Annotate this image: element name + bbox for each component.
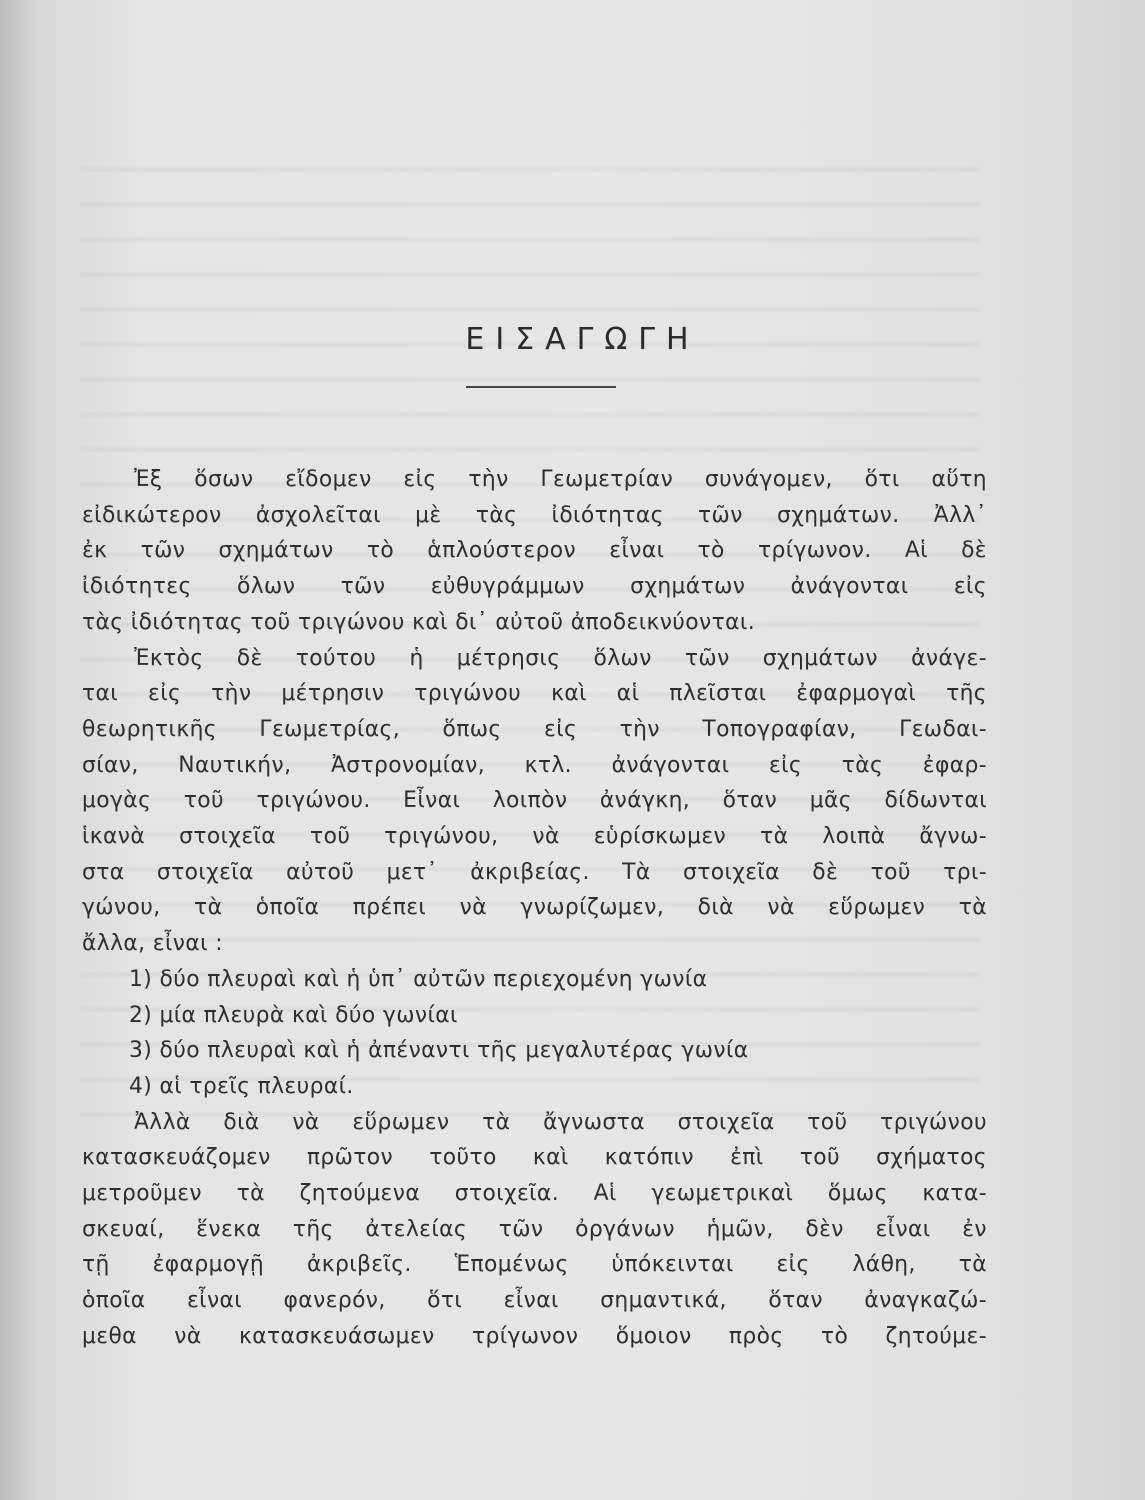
list-item: 3) δύο πλευραὶ καὶ ἡ ἀπέναντι τῆς μεγαλυτέρας γωνία bbox=[129, 1038, 749, 1064]
text-line: τὰς ἰδιότητας τοῦ τριγώνου καὶ δι᾿ αὐτοῦ ἀποδεικνύονται. bbox=[82, 609, 756, 635]
text-line: κατασκευάζομεν πρῶτον τοῦτο καὶ κατόπιν ἐπὶ τοῦ σχήματος bbox=[82, 1145, 987, 1171]
text-line: εἰδικώτερον ἀσχολεῖται μὲ τὰς ἰδιότητας τῶν σχημάτων. Ἀλλ᾿ bbox=[82, 502, 987, 528]
text-line: ται εἰς τὴν μέτρησιν τριγώνου καὶ αἱ πλεῖσται ἐφαρμογαὶ τῆς bbox=[82, 681, 987, 707]
paragraph-3 bbox=[82, 1105, 987, 1355]
heading-rule bbox=[466, 386, 616, 388]
text-line: ἰδιότητες ὅλων τῶν εὐθυγράμμων σχημάτων ἀνάγονται εἰς bbox=[82, 574, 987, 600]
body-text bbox=[82, 462, 987, 1355]
text-line: σκευαί, ἕνεκα τῆς ἀτελείας τῶν ὀργάνων ἡμῶν, δὲν εἶναι ἐν bbox=[82, 1216, 987, 1242]
text-line: σίαν, Ναυτικήν, Ἀστρονομίαν, κτλ. ἀνάγονται εἰς τὰς ἐφαρ- bbox=[82, 752, 987, 778]
text-line: τῇ ἐφαρμογῇ ἀκριβεῖς. Ἑπομένως ὑπόκεινται εἰς λάθη, τὰ bbox=[82, 1252, 987, 1278]
paragraph-2 bbox=[82, 641, 987, 962]
chapter-heading: ΕΙΣΑΓΩΓΗ bbox=[465, 322, 700, 357]
text-line: Ἐξ ὅσων εἴδομεν εἰς τὴν Γεωμετρίαν συνάγομεν, ὅτι αὕτη bbox=[134, 467, 987, 492]
list-item: 2) μία πλευρὰ καὶ δύο γωνίαι bbox=[129, 1002, 458, 1028]
conditions-list bbox=[82, 962, 987, 1105]
text-line: στα στοιχεῖα αὐτοῦ μετ᾿ ἀκριβείας. Τὰ στοιχεῖα δὲ τοῦ τρι- bbox=[82, 859, 987, 885]
text-line: ἱκανὰ στοιχεῖα τοῦ τριγώνου, νὰ εὑρίσκωμεν τὰ λοιπὰ ἄγνω- bbox=[82, 824, 987, 850]
text-line: ἄλλα, εἶναι : bbox=[82, 931, 223, 957]
text-line: ὁποῖα εἶναι φανερόν, ὅτι εἶναι σημαντικά, ὅταν ἀναγκαζώ- bbox=[82, 1288, 987, 1314]
text-line: μογὰς τοῦ τριγώνου. Εἶναι λοιπὸν ἀνάγκη, ὅταν μᾶς δίδωνται bbox=[82, 788, 987, 814]
paragraph-1 bbox=[82, 462, 987, 641]
text-line: μετροῦμεν τὰ ζητούμενα στοιχεῖα. Αἱ γεωμετρικαὶ ὅμως κατα- bbox=[82, 1181, 987, 1207]
text-line: μεθα νὰ κατασκευάσωμεν τρίγωνον ὅμοιον πρὸς τὸ ζητούμε- bbox=[82, 1323, 987, 1349]
text-line: ἐκ τῶν σχημάτων τὸ ἁπλούστερον εἶναι τὸ τρίγωνον. Αἱ δὲ bbox=[82, 538, 987, 564]
list-item: 1) δύο πλευραὶ καὶ ἡ ὑπ᾿ αὐτῶν περιεχομένη γωνία bbox=[129, 966, 708, 992]
text-line: θεωρητικῆς Γεωμετρίας, ὅπως εἰς τὴν Τοπογραφίαν, Γεωδαι- bbox=[82, 716, 987, 742]
text-line: Ἀλλὰ διὰ νὰ εὕρωμεν τὰ ἄγνωστα στοιχεῖα τοῦ τριγώνου bbox=[134, 1109, 987, 1135]
list-item: 4) αἱ τρεῖς πλευραί. bbox=[129, 1073, 354, 1099]
text-line: Ἐκτὸς δὲ τούτου ἡ μέτρησις ὅλων τῶν σχημάτων ἀνάγε- bbox=[134, 645, 987, 671]
text-line: γώνου, τὰ ὁποῖα πρέπει νὰ γνωρίζωμεν, διὰ νὰ εὕρωμεν τὰ bbox=[82, 895, 987, 921]
